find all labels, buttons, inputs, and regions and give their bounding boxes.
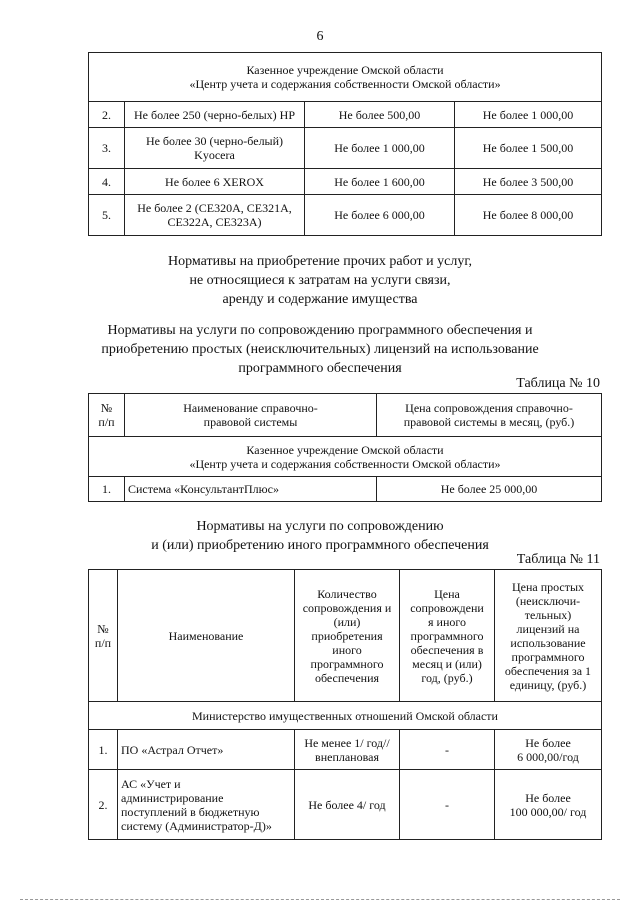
- table-caption: Таблица № 11: [516, 552, 600, 567]
- header-name: [118, 570, 295, 702]
- header-name: [125, 394, 377, 437]
- header-line: Наименование справочно-: [183, 401, 318, 415]
- row-name-line: CE322A, CE323A): [167, 215, 262, 229]
- row-name-line: ПО «Астрал Отчет»: [121, 742, 224, 757]
- row-name: [125, 102, 305, 128]
- table-caption: Таблица № 10: [516, 376, 600, 391]
- header-number: [89, 394, 125, 437]
- row-number: 2.: [89, 102, 125, 128]
- header-quantity: [295, 570, 400, 702]
- row-col3: Не более 1 600,00: [305, 169, 455, 195]
- org-header-row: [89, 437, 602, 477]
- row-quantity-line: Не менее 1/ год//: [304, 735, 390, 750]
- row-name-line: Не более 250 (черно-белых) HP: [133, 107, 295, 122]
- row-quantity: [295, 770, 400, 840]
- row-number: 1.: [89, 730, 118, 770]
- table-row: [89, 102, 602, 128]
- header-line: Цена сопровождения справочно-: [405, 401, 573, 415]
- header-line: обеспечения в: [410, 642, 484, 657]
- header-line: Цена простых: [511, 579, 585, 594]
- table-row: [89, 195, 602, 236]
- header-line: приобретения: [311, 628, 383, 643]
- row-license: [495, 770, 602, 840]
- table-10: [88, 393, 602, 502]
- table-row: [89, 128, 602, 169]
- row-number: 4.: [89, 169, 125, 195]
- row-license-line: 100 000,00/ год: [509, 804, 587, 819]
- header-line: №: [100, 401, 113, 415]
- header-line: обеспечения: [314, 670, 380, 685]
- heading-line: Нормативы на услуги по сопровождению программного обеспечения и: [107, 323, 533, 338]
- row-name: [118, 770, 295, 840]
- org-header-cell: [89, 437, 602, 477]
- header-line: правовой системы в месяц, (руб.): [403, 415, 575, 429]
- header-line: программного: [511, 649, 585, 664]
- row-name-line: АС «Учет и: [121, 776, 181, 791]
- header-line: №: [97, 621, 109, 636]
- row-name: Система «КонсультантПлюс»: [125, 477, 377, 502]
- row-col3: Не более 500,00: [305, 102, 455, 128]
- heading-line: Нормативы на приобретение прочих работ и услуг,: [168, 254, 472, 269]
- org-line: «Центр учета и содержания собственности Омской области»: [189, 456, 501, 471]
- org-header-row: [89, 53, 602, 102]
- header-line: п/п: [98, 415, 115, 429]
- row-quantity-line: внеплановая: [315, 749, 379, 764]
- row-price: -: [400, 730, 495, 770]
- header-price: [400, 570, 495, 702]
- page-number: 6: [316, 29, 324, 44]
- header-line: использование: [510, 635, 586, 650]
- heading-line: и (или) приобретению иного программного обеспечения: [151, 538, 489, 553]
- header-line: (неисключи-: [515, 593, 581, 608]
- header-line: иного: [332, 642, 362, 657]
- header-line: программного: [410, 628, 484, 643]
- row-name: [125, 195, 305, 236]
- header-line: тельных): [524, 607, 572, 622]
- header-line: месяц и (или): [412, 656, 482, 671]
- heading-line: не относящиеся к затратам на услуги связи,: [189, 273, 451, 288]
- row-col4: Не более 3 500,00: [455, 169, 602, 195]
- table-row: [89, 730, 602, 770]
- section-heading: [0, 252, 640, 309]
- row-name-line: Не более 6 XEROX: [165, 174, 264, 189]
- header-line: я иного: [428, 614, 466, 629]
- heading-line: аренду и содержание имущества: [222, 292, 418, 307]
- header-line: год, (руб.): [421, 670, 473, 685]
- row-name-line: Не более 30 (черно-белый): [145, 134, 284, 148]
- header-line: обеспечения за 1: [504, 663, 592, 678]
- row-number: 1.: [89, 477, 125, 502]
- row-price: Не более 25 000,00: [377, 477, 602, 502]
- header-line: Количество: [317, 586, 377, 601]
- row-name-line: систему (Администратор-Д)»: [121, 818, 272, 833]
- header-line: (или): [333, 614, 361, 629]
- table-header-row: [89, 570, 602, 702]
- row-col4: Не более 8 000,00: [455, 195, 602, 236]
- header-line: сопровождени: [410, 600, 484, 615]
- row-name: [118, 730, 295, 770]
- org-line: Казенное учреждение Омской области: [246, 63, 444, 77]
- heading-line: приобретению простых (неисключительных) лицензий на использование: [101, 342, 539, 357]
- heading-line: программного обеспечения: [238, 361, 402, 376]
- org-header-cell: Министерство имущественных отношений Омской области: [89, 702, 602, 730]
- row-col3: Не более 6 000,00: [305, 195, 455, 236]
- row-price: -: [400, 770, 495, 840]
- header-number: [89, 570, 118, 702]
- row-license-line: 6 000,00/год: [517, 749, 579, 764]
- header-line: Наименование: [168, 628, 244, 643]
- page-bottom-edge: [20, 899, 620, 900]
- row-number: 3.: [89, 128, 125, 169]
- row-license: [495, 730, 602, 770]
- row-number: 5.: [89, 195, 125, 236]
- header-price: [377, 394, 602, 437]
- row-name-line: Kyocera: [194, 148, 235, 162]
- table-row: [89, 477, 602, 502]
- header-line: программного: [310, 656, 384, 671]
- header-line: п/п: [94, 635, 112, 650]
- header-line: лицензий на: [516, 621, 580, 636]
- row-col3: Не более 1 000,00: [305, 128, 455, 169]
- row-col4: Не более 1 000,00: [455, 102, 602, 128]
- row-quantity: [295, 730, 400, 770]
- row-number: 2.: [89, 770, 118, 840]
- row-quantity-line: Не более 4/ год: [308, 797, 386, 812]
- table-11: [88, 569, 602, 840]
- org-line: Казенное учреждение Омской области: [246, 442, 444, 457]
- row-license-line: Не более: [525, 790, 571, 805]
- row-name-line: Не более 2 (CE320A, CE321A,: [137, 201, 292, 215]
- row-name: [125, 128, 305, 169]
- equipment-table: [88, 52, 602, 236]
- org-header-cell: [89, 53, 602, 102]
- heading-line: Нормативы на услуги по сопровождению: [196, 519, 444, 534]
- row-name-line: поступлений в бюджетную: [121, 804, 260, 819]
- section-heading: [0, 321, 640, 378]
- row-license-line: Не более: [525, 735, 571, 750]
- table-row: [89, 770, 602, 840]
- section-heading: [0, 517, 640, 555]
- header-line: правовой системы: [203, 415, 298, 429]
- header-line: единицу, (руб.): [509, 677, 587, 692]
- header-line: Цена: [434, 586, 460, 601]
- row-name: [125, 169, 305, 195]
- org-header-row: [89, 702, 602, 730]
- row-name-line: администрирование: [121, 790, 224, 805]
- header-license: [495, 570, 602, 702]
- org-line: «Центр учета и содержания собственности Омской области»: [189, 77, 501, 91]
- header-line: сопровождения и: [302, 600, 392, 615]
- table-row: [89, 169, 602, 195]
- table-header-row: [89, 394, 602, 437]
- row-col4: Не более 1 500,00: [455, 128, 602, 169]
